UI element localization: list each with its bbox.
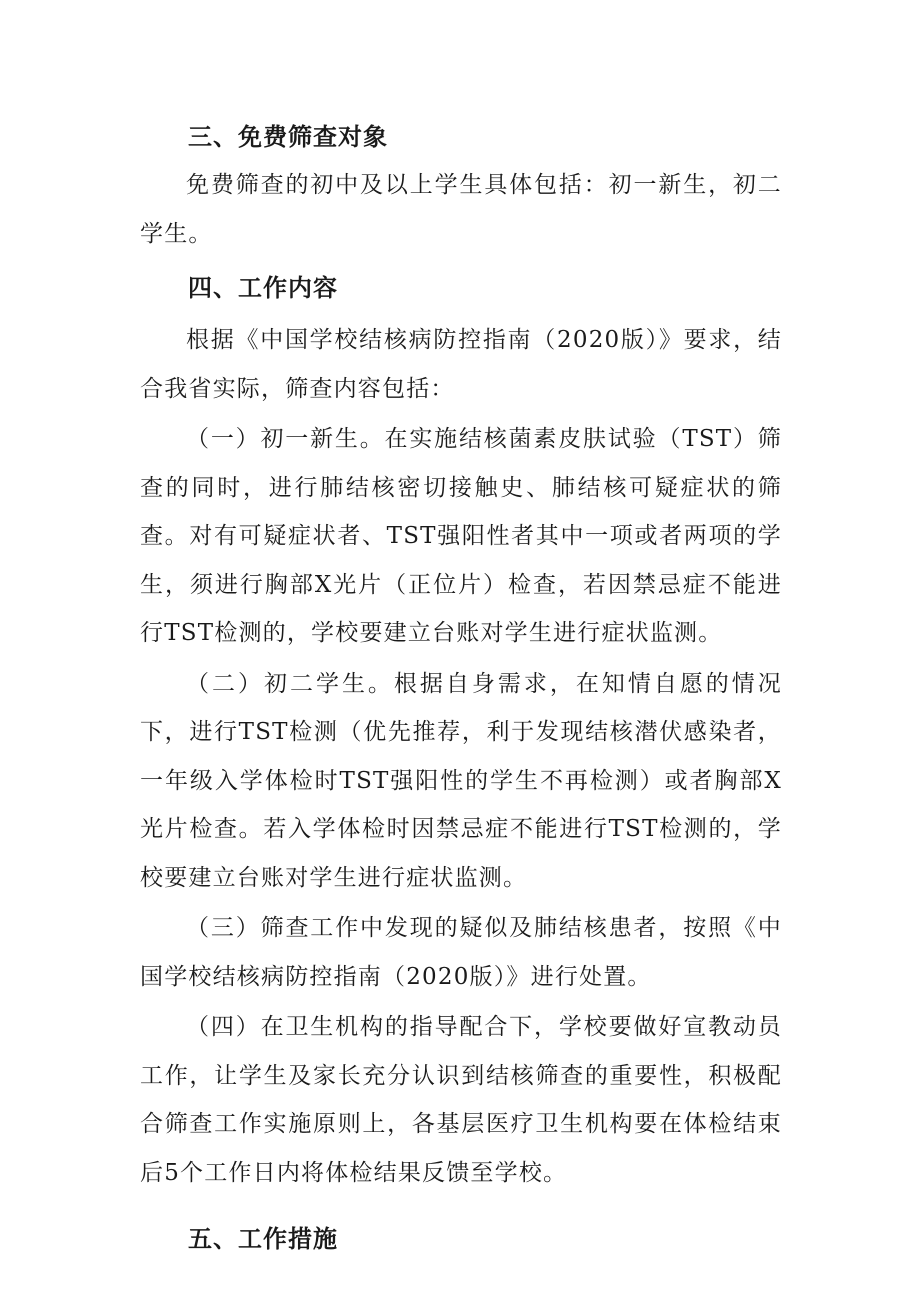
section-four-intro: 根据《中国学校结核病防控指南（2020版）》要求，结合我省实际，筛查内容包括： <box>140 327 782 402</box>
section-three-body: 免费筛查的初中及以上学生具体包括：初一新生，初二学生。 <box>140 172 782 247</box>
section-three-heading: 三、免费筛查对象 <box>188 123 388 151</box>
document-body <box>140 113 782 1263</box>
section-five-heading: 五、工作措施 <box>188 1225 338 1253</box>
section-four-heading: 四、工作内容 <box>188 274 338 302</box>
section-four-item-4: （四）在卫生机构的指导配合下，学校要做好宣教动员工作，让学生及家长充分认识到结核筛查的重要性，积极配合筛查工作实施原则上，各基层医疗卫生机构要在体检结束后5个工作日内将体检结果反馈至学校。 <box>140 1014 782 1186</box>
section-four-item-2: （二）初二学生。根据自身需求，在知情自愿的情况下，进行TST检测（优先推荐，利于发现结核潜伏感染者，一年级入学体检时TST强阳性的学生不再检测）或者胸部X光片检查。若入学体检时因禁忌症不能进行TST检测的，学校要建立台账对学生进行症状监测。 <box>140 670 782 891</box>
section-four-item-3: （三）筛查工作中发现的疑似及肺结核患者，按照《中国学校结核病防控指南（2020版）》进行处置。 <box>140 915 782 990</box>
section-four-item-1: （一）初一新生。在实施结核菌素皮肤试验（TST）筛查的同时，进行肺结核密切接触史、肺结核可疑症状的筛查。对有可疑症状者、TST强阳性者其中一项或者两项的学生，须进行胸部X光片（正位片）检查，若因禁忌症不能进行TST检测的，学校要建立台账对学生进行症状监测。 <box>140 426 782 646</box>
